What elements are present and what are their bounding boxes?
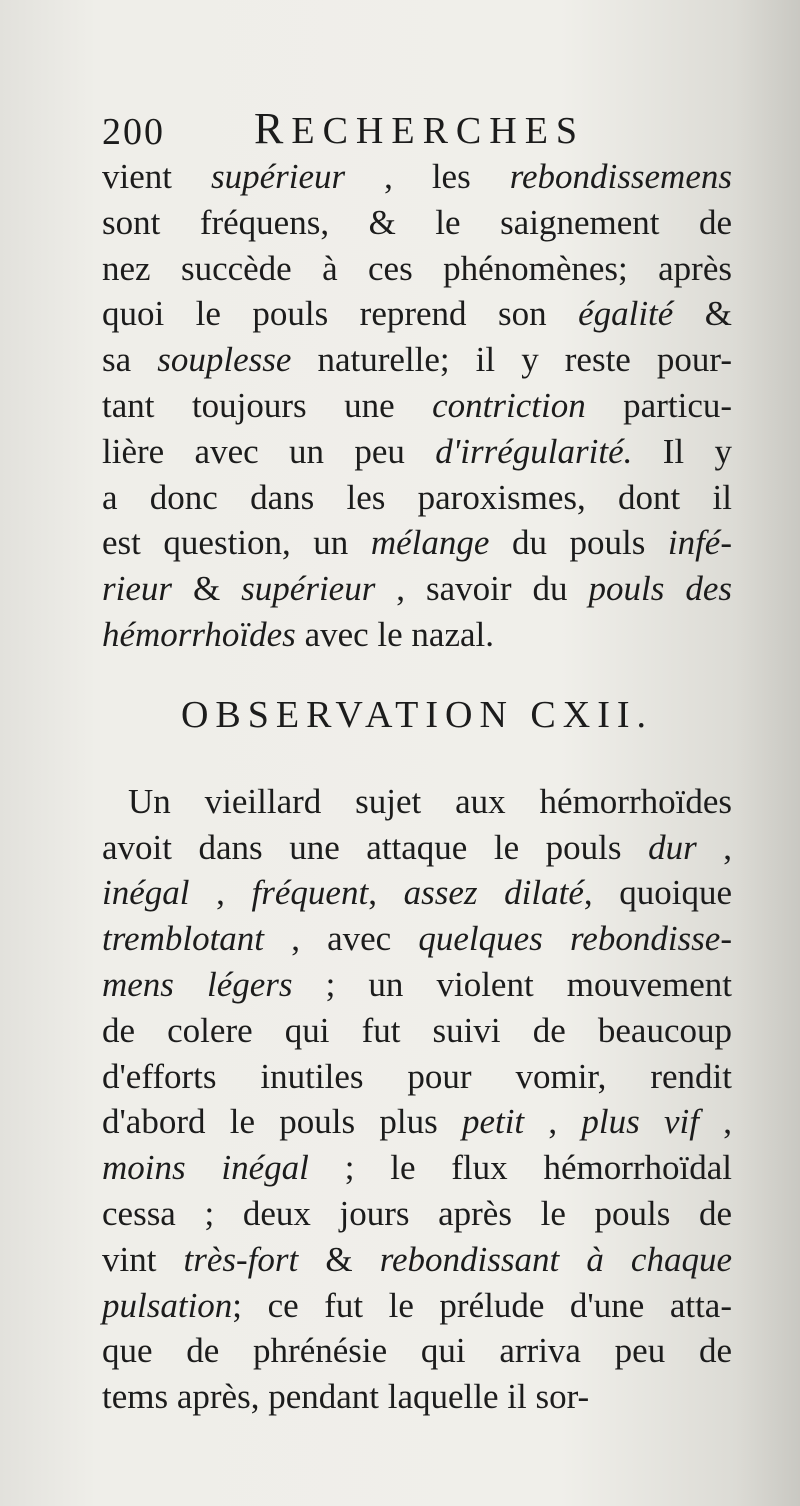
text-line: moins inégal ; le flux hémorrhoïdal [102, 1148, 732, 1188]
text-line: tremblotant , avec quelques rebondisse- [102, 919, 732, 959]
text-line: d'efforts inutiles pour vomir, rendit [102, 1056, 732, 1096]
text-line: de colere qui fut suivi de beaucoup [102, 1010, 732, 1050]
text-line: avoit dans une attaque le pouls dur , [102, 827, 732, 867]
text-line: sa souplesse naturelle; il y reste pour- [102, 340, 732, 380]
running-title: RECHERCHES [254, 104, 586, 153]
page-number: 200 [102, 111, 165, 153]
text-line: sont fréquens, & le saignement de [102, 202, 732, 242]
text-line: hémorrhoïdes avec le nazal. [102, 614, 495, 654]
text-line: tant toujours une contriction particu- [102, 385, 733, 425]
text-line: vint très-fort & rebondissant à chaque [102, 1239, 732, 1279]
text-line: rieur & supérieur , savoir du pouls des [102, 569, 732, 609]
text-line: pulsation; ce fut le prélude d'une atta- [102, 1285, 732, 1325]
continuation-paragraph [102, 154, 732, 658]
text-line: tems après, pendant laquelle il sor- [102, 1377, 590, 1417]
text-line: vient supérieur , les rebondissemens [102, 157, 732, 196]
text-line: mens légers ; un violent mouvement [102, 964, 732, 1004]
text-line: quoi le pouls reprend son égalité & [102, 294, 733, 334]
text-line: Un vieillard sujet aux hémorrhoïdes [128, 781, 732, 821]
observation-paragraph [102, 779, 732, 1420]
running-header [102, 100, 732, 154]
text-line: est question, un mélange du pouls infé- [102, 523, 732, 563]
page-content [102, 100, 732, 1420]
text-line: cessa ; deux jours après le pouls de [102, 1193, 732, 1233]
text-line: que de phrénésie qui arriva peu de [102, 1331, 732, 1371]
observation-heading: OBSERVATION CXII. [180, 693, 654, 736]
text-line: inégal , fréquent, assez dilaté, quoique [102, 873, 733, 913]
text-line: a donc dans les paroxismes, dont il [102, 477, 732, 517]
text-line: nez succède à ces phénomènes; après [102, 248, 732, 288]
text-line: d'abord le pouls plus petit , plus vif , [102, 1102, 732, 1142]
text-line: lière avec un peu d'irrégularité. Il y [102, 431, 732, 471]
